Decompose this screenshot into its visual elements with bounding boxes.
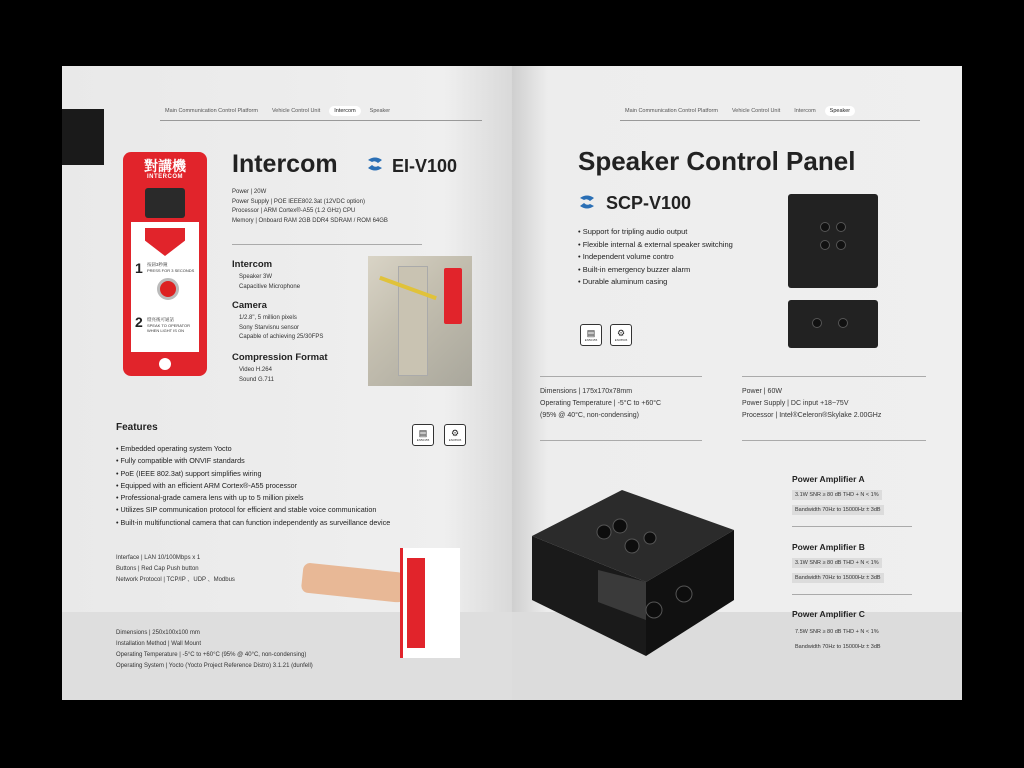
feature-text: Fully compatible with ONVIF standards bbox=[120, 456, 245, 466]
speaker-title: Speaker Control Panel bbox=[578, 146, 856, 176]
list-item: • Built-in multifunctional camera that can function independently as surveillance device bbox=[116, 517, 391, 527]
spec-line: Capable of achieving 25/30FPS bbox=[239, 334, 324, 340]
list-item: • Professional-grade camera lens with up to 5 million pixels bbox=[116, 493, 304, 503]
speaker-panel-product-photo bbox=[528, 470, 738, 660]
list-item: • Equipped with an efficient ARM Cortex®-A55 processor bbox=[116, 480, 298, 490]
amp-b-row1: 3.1W SNR ≥ 80 dB THD + N < 1% bbox=[792, 558, 882, 568]
intercom-device-illustration bbox=[123, 152, 207, 376]
speaker-features bbox=[578, 226, 733, 289]
spec-line: 1/2.8", 5 million pixels bbox=[239, 315, 297, 321]
badge-label: EN45545 bbox=[448, 438, 462, 442]
divider bbox=[792, 526, 912, 527]
spec-power: Power | 60W bbox=[742, 388, 782, 395]
device-header bbox=[123, 158, 207, 180]
nav-main-platform[interactable]: Main Communication Control Platform bbox=[625, 108, 718, 114]
right-page bbox=[512, 66, 962, 700]
speaker-specs-right bbox=[742, 386, 881, 422]
spec-line: Sony Starvisnu sensor bbox=[239, 324, 300, 331]
divider bbox=[742, 440, 926, 441]
section-compression-heading: Compression Format bbox=[232, 352, 328, 363]
spec-line: Speaker 3W bbox=[239, 274, 273, 280]
knob bbox=[836, 240, 846, 250]
feature-text: Professional-grade camera lens with up to 5 million pixels bbox=[120, 493, 304, 503]
feature-text: Independent volume contro bbox=[582, 252, 674, 261]
feature-text: Built-in emergency buzzer alarm bbox=[582, 264, 691, 274]
spec-temperature: Operating Temperature | -5°C to +60°C bbox=[540, 400, 662, 407]
list-item: • Embedded operating system Yocto bbox=[116, 444, 232, 453]
features-heading: Features bbox=[116, 422, 158, 433]
photo-door bbox=[398, 266, 428, 376]
amp-c-row2: Bandwidth 70Hz to 15000Hz ± 3dB bbox=[792, 642, 884, 652]
amp-b-heading: Power Amplifier B bbox=[792, 542, 865, 552]
list-item: • Built-in emergency buzzer alarm bbox=[578, 264, 691, 274]
intercom-title: Intercom bbox=[232, 150, 338, 178]
spec-processor: Processor | Intel®Celeron®Skylake 2.00GHz bbox=[742, 412, 882, 419]
amp-c-row1: 7.5W SNR ≥ 80 dB THD + N < 1% bbox=[792, 627, 882, 637]
intercom-specs bbox=[232, 188, 388, 226]
device-panel bbox=[131, 222, 199, 352]
left-nav bbox=[160, 106, 395, 116]
spec-line: Video H.264 bbox=[239, 367, 272, 373]
device-cn-title: 對講機 bbox=[144, 158, 186, 174]
step-1-number: 1 bbox=[135, 260, 143, 276]
amp-a-row2: Bandwidth 70Hz to 15000Hz ± 3dB bbox=[792, 505, 884, 515]
step-2-number: 2 bbox=[135, 314, 143, 330]
speaker-model: SCP-V100 bbox=[606, 193, 692, 213]
device-camera bbox=[145, 188, 185, 218]
down-arrow-icon bbox=[145, 228, 185, 256]
photo-wall-unit bbox=[400, 548, 460, 658]
badge-label: EN45545 bbox=[614, 338, 628, 342]
spec-power-supply: Power Supply | POE IEEE802.3at (12VDC option) bbox=[232, 198, 365, 205]
nav-speaker[interactable]: Speaker bbox=[825, 106, 856, 116]
amp-a-heading: Power Amplifier A bbox=[792, 474, 865, 484]
feature-text: Embedded operating system Yocto bbox=[120, 444, 232, 453]
section-intercom-heading: Intercom bbox=[232, 259, 273, 270]
feature-text: Support for tripling audio output bbox=[582, 227, 688, 236]
hand-pressing-photo bbox=[292, 548, 472, 658]
spec-network: Network Protocol | TCP/IP 、UDP 、Modbus bbox=[116, 577, 235, 583]
feature-text: Flexible internal & external speaker switching bbox=[582, 239, 733, 249]
interface-specs bbox=[116, 553, 235, 586]
connector bbox=[838, 318, 848, 328]
spec-humidity: (95% @ 40°C, non-condensing) bbox=[540, 412, 640, 419]
amp-c-heading: Power Amplifier C bbox=[792, 609, 865, 619]
spec-buttons: Buttons | Red Cap Push button bbox=[116, 566, 199, 572]
knob bbox=[820, 240, 830, 250]
nav-intercom[interactable]: Intercom bbox=[794, 108, 816, 114]
section-intercom-lines bbox=[239, 273, 300, 292]
spec-power-supply: Power Supply | DC input +18~75V bbox=[742, 400, 849, 407]
badge-label: EN50155 bbox=[416, 438, 430, 442]
step-1-en: PRESS FOR 3 SECONDS bbox=[147, 268, 195, 273]
bottom-specs bbox=[116, 628, 313, 672]
section-camera-heading: Camera bbox=[232, 300, 267, 311]
knob bbox=[820, 222, 830, 232]
spec-installation: Installation Method | Wall Mount bbox=[116, 641, 202, 647]
spec-dimensions: Dimensions | 250x100x100 mm bbox=[116, 630, 200, 636]
photo-intercom-unit bbox=[444, 268, 462, 324]
red-push-button bbox=[157, 278, 179, 300]
spec-interface: Interface | LAN 10/100Mbps x 1 bbox=[116, 555, 201, 561]
feature-text: Durable aluminum casing bbox=[582, 277, 668, 286]
step-2-cn: 燈亮後可通話 bbox=[147, 317, 174, 322]
certification-badge-train bbox=[412, 424, 434, 446]
gear-icon: ⚙ bbox=[616, 328, 626, 338]
list-item: • Support for tripling audio output bbox=[578, 227, 688, 236]
certification-badge-fire bbox=[610, 324, 632, 346]
spec-os: Operating System | Yocto (Yocto Project Reference Distro) 3.1.21 (dunfell) bbox=[116, 663, 313, 669]
list-item: • Independent volume contro bbox=[578, 252, 674, 261]
speaker-specs-left bbox=[540, 386, 661, 422]
spec-processor: Processor | ARM Cortex®-A55 (1.2 GHz) CPU bbox=[232, 208, 356, 214]
amp-b-row2: Bandwidth 70Hz to 15000Hz ± 3dB bbox=[792, 573, 884, 583]
spec-line: Capacitive Microphone bbox=[239, 283, 301, 290]
list-item: • Fully compatible with ONVIF standards bbox=[116, 456, 245, 466]
photo-unit-face bbox=[407, 558, 425, 648]
knob bbox=[836, 222, 846, 232]
right-nav bbox=[620, 106, 855, 116]
divider bbox=[540, 440, 702, 441]
intercom-model: EI-V100 bbox=[392, 156, 458, 176]
nav-vehicle-control[interactable]: Vehicle Control Unit bbox=[731, 108, 781, 114]
nav-divider bbox=[620, 120, 920, 121]
nav-divider bbox=[160, 120, 482, 121]
nav-intercom[interactable]: Intercom bbox=[329, 106, 360, 116]
spec-temperature: Operating Temperature | -5°C to +60°C (95% @ 40°C, non-condensing) bbox=[116, 652, 307, 658]
list-item: • Utilizes SIP communication protocol for efficient and stable voice communication bbox=[116, 505, 377, 515]
certification-badge-train bbox=[580, 324, 602, 346]
speaker-panel-front-photo bbox=[788, 194, 878, 288]
certification-badge-fire bbox=[444, 424, 466, 446]
train-icon: ▤ bbox=[586, 328, 596, 338]
brand-logo-icon bbox=[576, 194, 598, 210]
train-installation-photo bbox=[368, 256, 472, 386]
speaker-panel-rear-photo bbox=[788, 300, 878, 348]
section-compression-lines bbox=[239, 366, 274, 385]
nav-speaker[interactable]: Speaker bbox=[369, 108, 391, 114]
brochure-spread bbox=[62, 66, 962, 700]
feature-text: Equipped with an efficient ARM Cortex®-A55 processor bbox=[120, 480, 298, 490]
section-camera-lines bbox=[239, 314, 323, 343]
gear-icon: ⚙ bbox=[450, 428, 460, 438]
spec-power: Power | 20W bbox=[232, 189, 267, 195]
amp-a-row1: 3.1W SNR ≥ 80 dB THD + N < 1% bbox=[792, 490, 882, 500]
nav-main-platform[interactable]: Main Communication Control Platform bbox=[165, 108, 258, 114]
device-en-title: INTERCOM bbox=[147, 174, 183, 180]
left-page bbox=[62, 66, 512, 700]
operator-icon bbox=[159, 358, 171, 370]
step-1-cn: 按鈕3秒鐘 bbox=[147, 262, 168, 267]
spec-memory: Memory | Onboard RAM 2GB DDR4 SDRAM / ROM 64GB bbox=[232, 217, 388, 224]
page-tab-marker bbox=[62, 109, 104, 165]
connector bbox=[812, 318, 822, 328]
photo-hand bbox=[301, 562, 414, 603]
divider bbox=[232, 244, 422, 245]
divider bbox=[742, 376, 926, 377]
features-list bbox=[116, 443, 390, 529]
feature-text: PoE (IEEE 802.3at) support simplifies wiring bbox=[120, 468, 262, 478]
divider bbox=[540, 376, 702, 377]
list-item: • PoE (IEEE 802.3at) support simplifies wiring bbox=[116, 468, 262, 478]
list-item: • Durable aluminum casing bbox=[578, 277, 668, 286]
list-item: • Flexible internal & external speaker switching bbox=[578, 239, 733, 249]
divider bbox=[792, 594, 912, 595]
train-icon: ▤ bbox=[418, 428, 428, 438]
step-2-en: SPEAK TO OPERATOR WHEN LIGHT IS ON bbox=[147, 323, 191, 333]
feature-text: Utilizes SIP communication protocol for efficient and stable voice communication bbox=[120, 505, 377, 515]
badge-label: EN50155 bbox=[584, 338, 598, 342]
nav-vehicle-control[interactable]: Vehicle Control Unit bbox=[271, 108, 321, 114]
brand-logo-icon bbox=[364, 156, 386, 172]
spec-line: Sound G.711 bbox=[239, 376, 274, 383]
feature-text: Built-in multifunctional camera that can function independently as surveillance device bbox=[120, 517, 391, 527]
spec-dimensions: Dimensions | 175x170x78mm bbox=[540, 388, 633, 395]
